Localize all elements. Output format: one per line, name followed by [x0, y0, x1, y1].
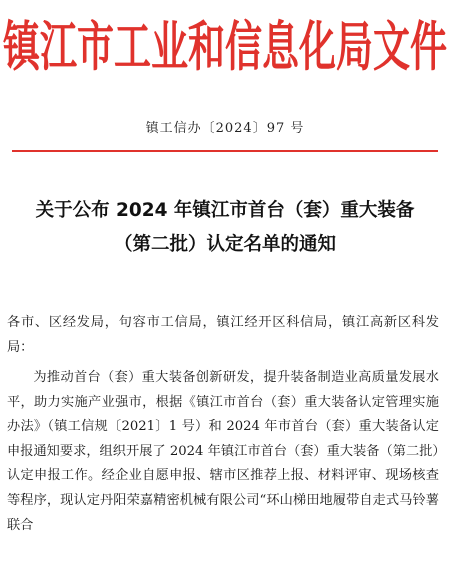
- addressee: 各市、区经发局，句容市工信局，镇江经开区科信局，镇江高新区科发局：: [7, 315, 439, 355]
- document-title-line-2: （第二批）认定名单的通知: [113, 234, 336, 255]
- document-number: 镇工信办〔2024〕97 号: [145, 121, 305, 136]
- masthead-title: 镇江市工业和信息化局文件: [3, 15, 447, 79]
- document-title-line-1: 关于公布 2024 年镇江市首台（套）重大装备: [35, 200, 415, 221]
- red-divider: [12, 150, 438, 152]
- body-paragraph: 为推动首台（套）重大装备创新研发，提升装备制造业高质量发展水平，助力实施产业强市，根据《镇江市首台（套）重大装备认定管理实施办法》（镇工信规〔2021〕1 号）和 2024 年市首台（套）重大装备认定申报通知要求，组织开展了 2024 年镇江市首台（套）重大装备（第二批）认定申报工作。经企业自愿申报、辖市区推荐上报、材料评审、现场核查等程序，现认定丹阳荣嘉精密机械有限公司“环山梯田地履带自走式马铃薯联合: [7, 370, 439, 533]
